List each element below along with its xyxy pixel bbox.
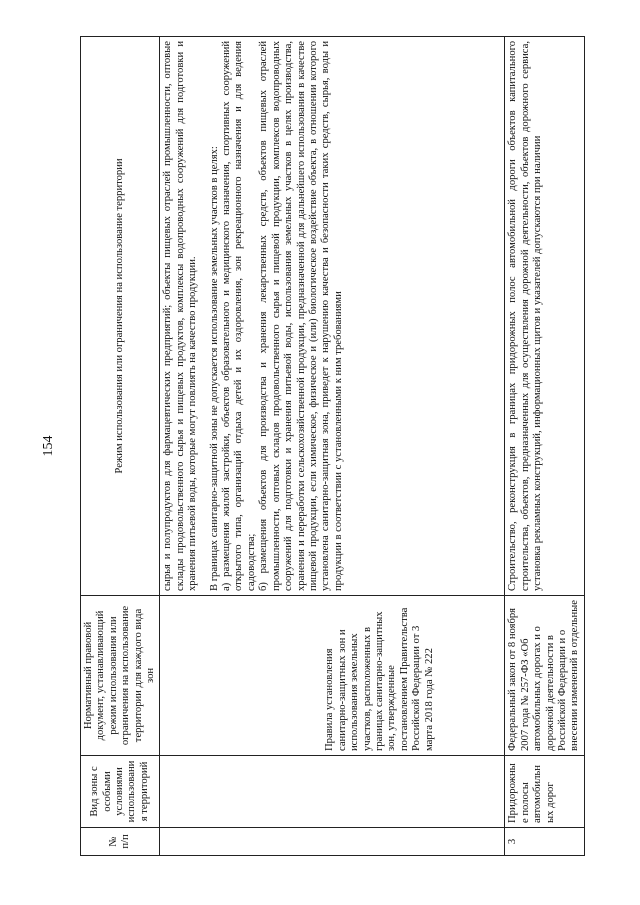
row-num: 3 [505,828,584,856]
table-header-row [81,37,160,856]
row-document: Федеральный закон от 8 ноября 2007 года № 257-ФЗ «Об автомобильных дорогах и о дорожной деятельности в Российской Федерации и о внесении изменений в отдельные [505,596,584,756]
header-num: № п/п [81,828,160,856]
mode-paragraph: сырья и полупродуктов для фармацевтических предприятий; объекты пищевых отраслей промышленности, оптовые склады продовольственного сырья и пищевых продуктов, комплексы водопроводных сооружений для подготовки и хранения питьевой воды, которые могут повлиять на качество продукции. [162,41,199,591]
row-mode: Строительство, реконструкция в границах придорожных полос автомобильной дороги объектов капитального строительства, объектов, предназначенных для осуществления дорожной деятельности, объектов дорожного сервиса, установка рекламных конструкций, информационных щитов и указателей допускаются при наличии [505,37,584,596]
table-row [505,37,584,856]
row-zone-type [160,756,505,828]
rotated-page [80,36,580,856]
header-document: Нормативный правовой документ, устанавливающий режим использования или ограничения на использование территории для каждого вида зон [81,596,160,756]
page-number: 154 [41,435,56,457]
table-row [160,37,505,856]
mode-paragraph: б) размещения объектов для производства и хранения лекарственных средств, объектов пищевых отраслей промышленности, оптовых складов продовольственного сырья и пищевой продукции, комплексов водопроводных сооружений для подготовки и хранения питьевой воды, использования земельных участков в целях производства, хранения и переработки сельскохозяйственной продукции, предназначенной для дальнейшего использования в качестве пищевой продукции, если химическое, физическое и (или) биологическое воздействие объекта, в отношении которого установлена санитарно-защитная зона, приведет к нарушению качества и безопасности таких средств, сырья, воды и продукции в соответствии с установленными к ним требованиями [258,41,344,591]
header-zone-type: Вид зоны с особыми условиями использования территорий [81,756,160,828]
header-mode: Режим использования или ограничения на использование территории [81,37,160,596]
zones-table [80,36,585,856]
mode-paragraph: а) размещения жилой застройки, объектов образовательного и медицинского назначения, спортивных сооружений открытого типа, организаций отдыха детей и их оздоровления, зон рекреационного назначения и для ведения садоводства; [221,41,257,591]
row-num [160,828,505,856]
mode-paragraph: В границах санитарно-защитной зоны не допускается использование земельных участков в целях: [208,146,220,591]
row-mode [160,37,505,596]
row-document [160,596,505,756]
document-text: Правила установления санитарно-защитных зон и использования земельных участков, расположенных в границах санитарно-защитных зон, утвержденные постановлением Правительства Российской Федерации от 3 марта 2018 года № 222 [324,607,435,751]
row-zone-type: Придорожные полосы автомобильных дорог [505,756,584,828]
